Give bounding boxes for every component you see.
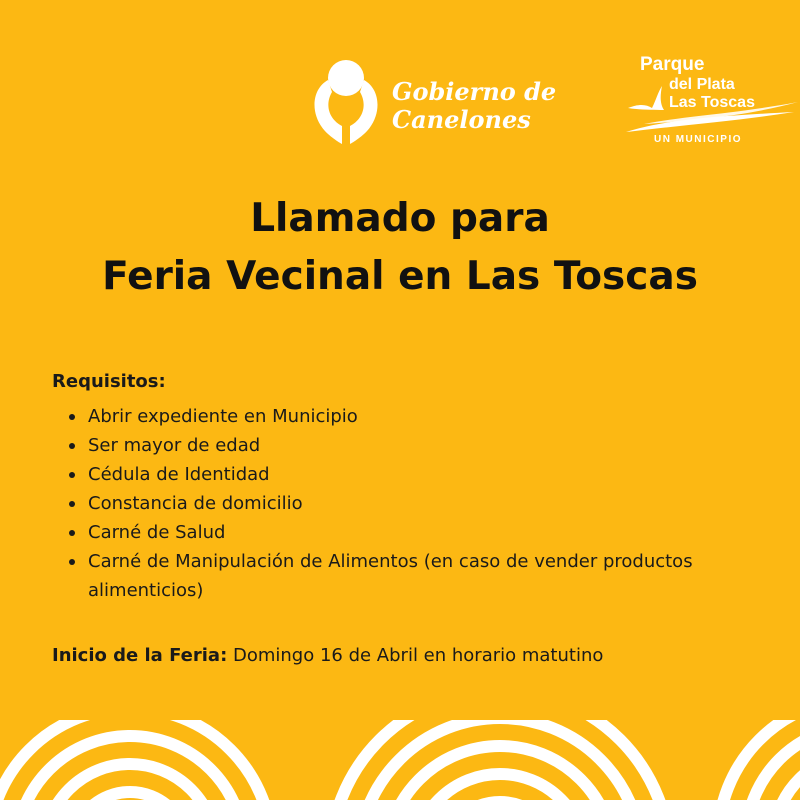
- gobierno-line1: Gobierno de: [392, 77, 557, 106]
- list-item: Ser mayor de edad: [52, 431, 752, 460]
- start-label: Inicio de la Feria:: [52, 645, 228, 666]
- seagull-wave-icon: [624, 80, 800, 136]
- headline-line1: Llamado para: [250, 196, 550, 241]
- start-value: Domingo 16 de Abril en horario matutino: [227, 645, 604, 666]
- list-item: Constancia de domicilio: [52, 489, 752, 518]
- list-item: Carné de Salud: [52, 518, 752, 547]
- requirements-label: Requisitos:: [52, 371, 166, 392]
- gobierno-line2: Canelones: [392, 105, 531, 134]
- list-item: Cédula de Identidad: [52, 460, 752, 489]
- parque-line2: del Plata: [669, 76, 735, 93]
- gobierno-canelones-wordmark: [392, 78, 556, 134]
- parque-line3: Las Toscas: [669, 94, 755, 111]
- decorative-arches: [0, 720, 800, 800]
- headline-line2: Feria Vecinal en Las Toscas: [102, 254, 698, 299]
- parque-line4: UN MUNICIPIO: [654, 134, 742, 145]
- start-date: [52, 644, 603, 668]
- gobierno-canelones-logo-icon: [306, 56, 386, 148]
- requirements-list: [52, 402, 752, 605]
- parque-del-plata-logo: [624, 54, 800, 154]
- list-item: Abrir expediente en Municipio: [52, 402, 752, 431]
- headline: [0, 190, 800, 306]
- requirements-section: [52, 370, 752, 605]
- list-item: Carné de Manipulación de Alimentos (en caso de vender productos alimenticios): [52, 547, 752, 605]
- parque-line1: Parque: [640, 54, 705, 75]
- logo-bar: [0, 52, 800, 162]
